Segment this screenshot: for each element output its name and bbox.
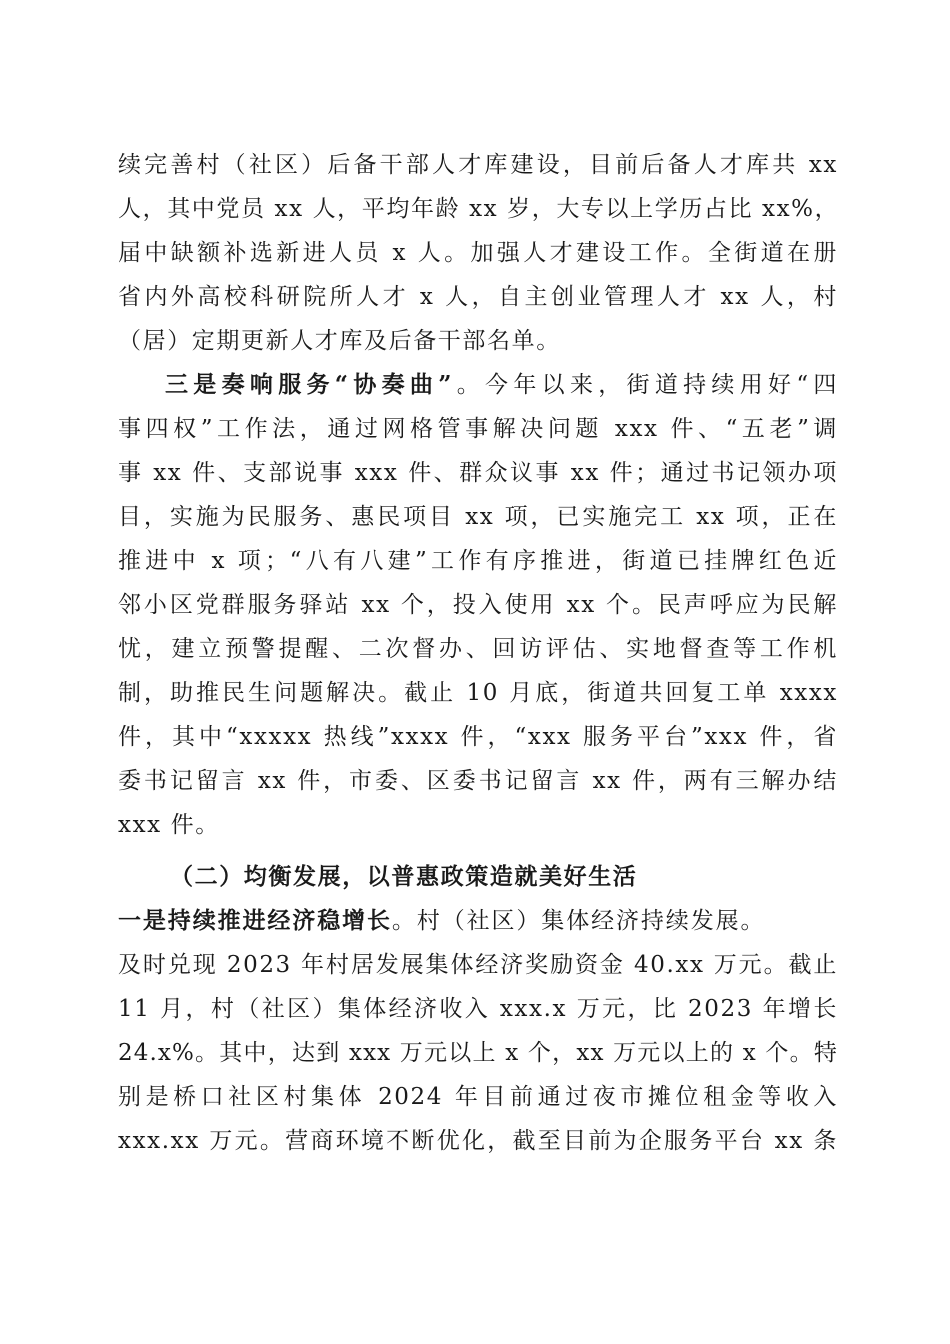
paragraph-line: 24.x%。其中，达到 xxx 万元以上 x 个，xx 万元以上的 x 个。特 — [118, 1040, 838, 1066]
section-heading-block — [118, 855, 838, 899]
paragraph-line: 邻小区党群服务驿站 xx 个，投入使用 xx 个。民声呼应为民解 — [118, 592, 838, 618]
paragraph-line: xxx.xx 万元。营商环境不断优化，截至目前为企服务平台 xx 条 — [118, 1128, 838, 1154]
paragraph-first-line — [118, 899, 838, 943]
paragraph-line: 件，其中“xxxxx 热线”xxxx 件，“xxx 服务平台”xxx 件，省 — [118, 724, 838, 750]
paragraph-line: 制，助推民生问题解决。截止 10 月底，街道共回复工单 xxxx — [118, 680, 838, 706]
paragraph-line: 推进中 x 项；“八有八建”工作有序推进，街道已挂牌红色近 — [118, 548, 838, 574]
paragraph-service — [118, 363, 838, 847]
paragraph-line: 及时兑现 2023 年村居发展集体经济奖励资金 40.xx 万元。截止 — [118, 952, 838, 978]
section-heading: （二）均衡发展，以普惠政策造就美好生活 — [170, 863, 638, 890]
paragraph-line: xxx 件。 — [118, 812, 220, 838]
paragraph-line-rest: 。村（社区）集体经济持续发展。 — [391, 908, 766, 934]
paragraph-line: 省内外高校科研院所人才 x 人，自主创业管理人才 xx 人，村 — [118, 284, 838, 310]
paragraph-line-rest: 。今年以来，街道持续用好“四 — [453, 372, 838, 398]
paragraph-heading: 三是奏响服务“协奏曲” — [165, 371, 454, 398]
paragraph-line: 目，实施为民服务、惠民项目 xx 项，已实施完工 xx 项，正在 — [118, 504, 838, 530]
paragraph-line: 忧，建立预警提醒、二次督办、回访评估、实地督查等工作机 — [118, 636, 838, 662]
paragraph-line: 续完善村（社区）后备干部人才库建设，目前后备人才库共 xx — [118, 152, 838, 178]
paragraph-first-line — [118, 363, 838, 407]
paragraph-line: 11 月，村（社区）集体经济收入 xxx.x 万元，比 2023 年增长 — [118, 996, 838, 1022]
paragraph-line: 人，其中党员 xx 人，平均年龄 xx 岁，大专以上学历占比 xx%， — [118, 196, 840, 222]
paragraph-line: 事 xx 件、支部说事 xxx 件、群众议事 xx 件；通过书记领办项 — [118, 460, 838, 486]
paragraph-line: （居）定期更新人才库及后备干部名单。 — [118, 328, 561, 354]
paragraph-economy — [118, 899, 838, 1163]
paragraph-line: 委书记留言 xx 件，市委、区委书记留言 xx 件，两有三解办结 — [118, 768, 838, 794]
paragraph-line: 别是桥口社区村集体 2024 年目前通过夜市摊位租金等收入 — [118, 1084, 838, 1110]
paragraph-heading: 一是持续推进经济稳增长 — [118, 907, 392, 934]
paragraph-line: 事四权”工作法，通过网格管事解决问题 xxx 件、“五老”调 — [118, 416, 838, 442]
paragraph-line: 届中缺额补选新进人员 x 人。加强人才建设工作。全街道在册 — [118, 240, 838, 266]
paragraph-talent-pool — [118, 143, 838, 363]
